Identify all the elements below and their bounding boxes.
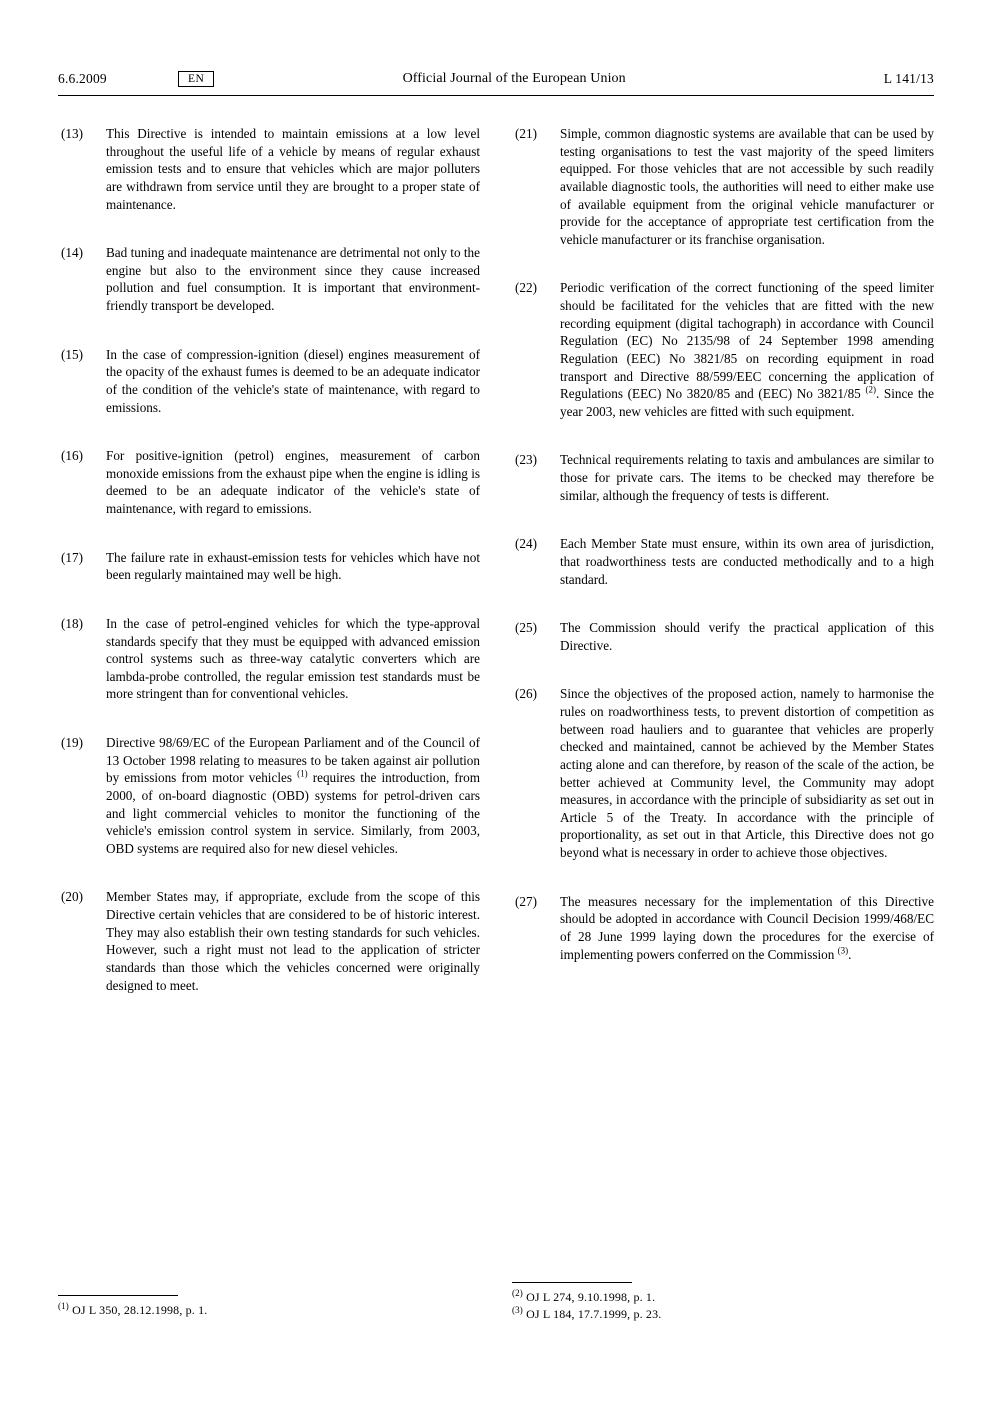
header-divider	[58, 95, 934, 96]
left-footnotes	[58, 1295, 480, 1319]
recital-14	[58, 244, 480, 315]
recital-text: Member States may, if appropriate, exclude from the scope of this Directive certain vehicles that are considered to be of historic interest. They may also establish their own testing standards for such vehicles. However, such a right must not lead to the application of stricter standards than those which the vehicles concerned were originally designed to meet.	[106, 889, 480, 993]
right-column	[512, 125, 934, 1025]
footnote-item: $^{(3)}$ OJ L 184, 17.7.1999, p. 23.	[512, 1305, 662, 1322]
recital-text: In the case of compression-ignition (diesel) engines measurement of the opacity of the exhaust fumes is deemed to be an adequate indicator of the condition of the vehicle's state of maintenance, with regard to emissions.	[106, 346, 480, 415]
recital-23	[512, 451, 934, 504]
recital-13	[58, 125, 480, 213]
recital-number: (20)	[61, 889, 83, 905]
recital-number: (21)	[515, 126, 537, 141]
recital-15	[58, 346, 480, 417]
recital-17	[58, 549, 480, 584]
recital-number: (22)	[515, 280, 537, 296]
recital-text: Bad tuning and inadequate maintenance are detrimental not only to the engine but also to the environment since they cause increased pollution and fuel consumption. It is important that environment-friendly transport be developed.	[106, 245, 480, 313]
recital-number: (26)	[515, 686, 537, 702]
recital-number: (15)	[61, 346, 83, 362]
footnote-divider	[58, 1295, 178, 1296]
recital-number: (16)	[61, 448, 83, 464]
recital-text: The Commission should verify the practical application of this Directive.	[560, 620, 934, 653]
recital-24	[512, 535, 934, 588]
page-header	[58, 68, 934, 90]
recital-25	[512, 619, 934, 654]
left-column	[58, 125, 480, 1025]
recital-text: Simple, common diagnostic systems are available that can be used by testing organisations to test the vast majority of the speed limiters equipped. For those vehicles that are not accessible by such readily available diagnostic tools, the authorities will need to either make use of available equipment from the original vehicle manufacturer or provide for the acceptance of appropriate test certification from the vehicle manufacturer or its franchise organisation.	[560, 126, 934, 247]
recital-text: In the case of petrol-engined vehicles for which the type-approval standards specify that they must be equipped with advanced emission control systems such as three-way catalytic converters which are lambda-probe controlled, the regular emission test standards must be more stringent than for conventional vehicles.	[106, 615, 480, 702]
recital-number: (27)	[515, 893, 537, 909]
recital-text: Each Member State must ensure, within its own area of jurisdiction, that roadworthiness tests are conducted methodically and to a high standard.	[560, 536, 934, 587]
two-column-body	[58, 125, 934, 1025]
recital-number: (25)	[515, 620, 537, 636]
language-badge: EN	[178, 71, 214, 87]
publication-title: Official Journal of the European Union	[402, 71, 626, 86]
recital-18	[58, 615, 480, 703]
right-footnotes	[512, 1282, 934, 1323]
recital-number: (17)	[61, 549, 83, 565]
recital-number: (19)	[61, 735, 83, 750]
recital-number: (18)	[61, 615, 83, 631]
recital-number: (14)	[61, 245, 83, 261]
page-reference: L 141/13	[883, 71, 934, 86]
header-date: 6.6.2009	[58, 71, 107, 86]
recital-text: Periodic verification of the correct functioning of the speed limiter should be facilitated for the vehicles that are fitted with the new recording equipment (digital tachograph) in accordance with Council Regulation (EC) No 2135/98 of 24 September 1998 amending Regulation (EEC) No 3821/85 on recording equipment in road transport and Directive 88/599/EEC concerning the application of Regulations (EEC) No 3820/85 and (EEC) No 3821/85 $^{(2)}$. Since the year 2003, new vehicles are fitted with such equipment.	[560, 280, 934, 419]
recital-20	[58, 888, 480, 994]
recital-text: Since the objectives of the proposed action, namely to harmonise the rules on roadworthiness tests, to prevent distortion of competition as between road hauliers and to guarantee that vehicles are properly checked and maintained, cannot be achieved by the Member States acting alone and can therefore, by reason of the scale of the action, be better achieved at Community level, the Community may adopt measures, in accordance with the principle of subsidiarity as set out in Article 5 of the Treaty. In accordance with the principle of proportionality, as set out in that Article, this Directive does not go beyond what is necessary in order to achieve those objectives.	[560, 686, 934, 860]
recital-16	[58, 447, 480, 518]
recital-text: For positive-ignition (petrol) engines, measurement of carbon monoxide emissions from the exhaust pipe when the engine is idling is deemed to be an adequate indicator of the vehicle's state of maintenance, with regard to emissions.	[106, 448, 480, 516]
footnote-item: $^{(2)}$ OJ L 274, 9.10.1998, p. 1.	[512, 1288, 656, 1304]
footnote-divider	[512, 1282, 632, 1283]
recital-26	[512, 685, 934, 861]
recital-22	[512, 279, 934, 420]
recital-number: (23)	[515, 452, 537, 468]
footnote-item: $^{(1)}$ OJ L 350, 28.12.1998, p. 1.	[58, 1301, 208, 1317]
recital-text: Directive 98/69/EC of the European Parliament and of the Council of 13 October 1998 relating to measures to be taken against air pollution by emissions from motor vehicles $^{(1)}$ requires the introduction, from 2000, of on-board diagnostic (OBD) systems for petrol-driven cars and light commercial vehicles to monitor the functioning of the vehicle's emission control system in service. Similarly, from 2003, OBD systems are required also for new diesel vehicles.	[106, 735, 480, 856]
recital-21	[512, 125, 934, 248]
recital-text: The failure rate in exhaust-emission tests for vehicles which have not been regularly maintained may well be high.	[106, 549, 480, 583]
recital-19	[58, 734, 480, 857]
recital-27	[512, 893, 934, 964]
recital-text: Technical requirements relating to taxis and ambulances are similar to those for private cars. The items to be checked may therefore be similar, although the frequency of tests is different.	[560, 452, 934, 503]
recital-text: The measures necessary for the implementation of this Directive should be adopted in accordance with Council Decision 1999/468/EC of 28 June 1999 laying down the procedures for the exercise of implementing powers conferred on the Commission $^{(3)}$.	[560, 893, 934, 962]
recital-number: (24)	[515, 536, 537, 552]
recital-number: (13)	[61, 126, 83, 141]
recital-text: This Directive is intended to maintain emissions at a low level throughout the useful life of a vehicle by means of regular exhaust emission tests and to ensure that vehicles which are major polluters are withdrawn from service until they are brought to a proper state of maintenance.	[106, 126, 480, 212]
